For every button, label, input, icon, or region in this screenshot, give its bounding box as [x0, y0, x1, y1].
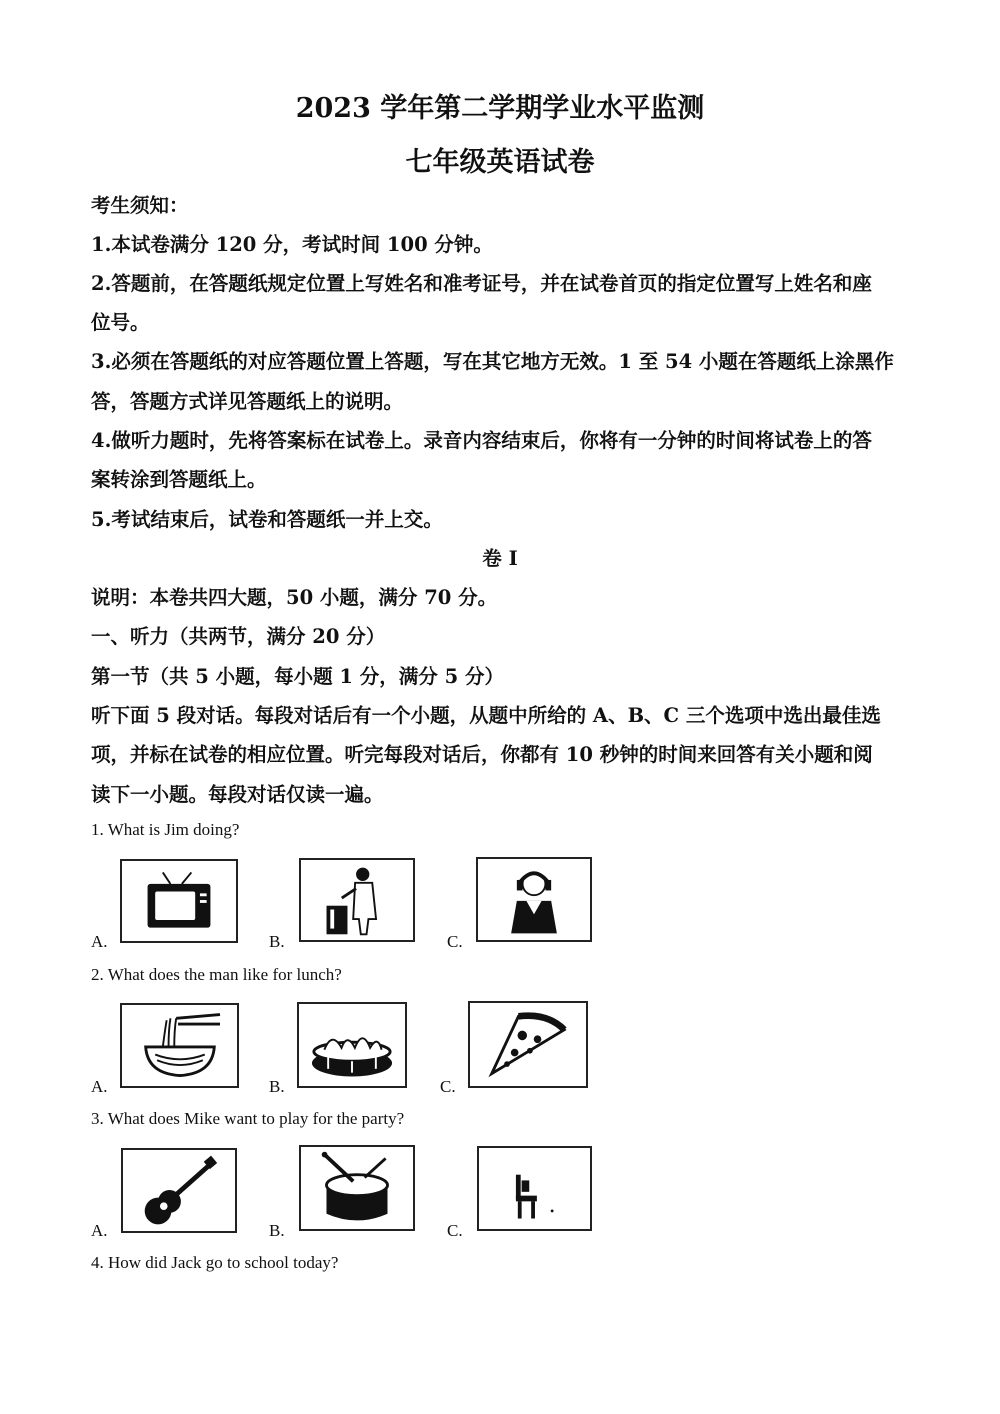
notice-line: 4.做听力题时，先将答案标在试卷上。录音内容结束后，你将有一分钟的时间将试卷上的答 [91, 429, 872, 452]
pizza-icon [468, 1001, 588, 1088]
question-1-text: 1. What is Jim doing? [91, 820, 240, 839]
option-label: C. [447, 932, 463, 951]
dumplings-icon [297, 1002, 407, 1088]
drum-icon [299, 1145, 415, 1231]
notice-line: 案转涂到答题纸上。 [91, 468, 267, 491]
exam-title: 2023 学年第二学期学业水平监测 [295, 93, 705, 124]
notice-line: 答，答题方式详见答题纸上的说明。 [91, 390, 404, 413]
option-label: C. [440, 1077, 456, 1096]
notice-line: 1.本试卷满分 120 分，考试时间 100 分钟。 [91, 233, 493, 256]
part-description: 说明：本卷共四大题，50 小题，满分 70 分。 [91, 586, 498, 609]
option-label: B. [269, 1221, 285, 1240]
instruction-line: 读下一小题。每段对话仅读一遍。 [91, 783, 384, 806]
instruction-line: 听下面 5 段对话。每段对话后有一个小题，从题中所给的 A、B、C 三个选项中选出最佳选 [91, 704, 881, 727]
option-label: A. [91, 1221, 108, 1240]
option-label: A. [91, 1077, 108, 1096]
notice-line: 3.必须在答题纸的对应答题位置上答题，写在其它地方无效。1 至 54 小题在答题纸上涂黑作 [91, 350, 894, 373]
part-label: 卷 I [482, 547, 518, 570]
question-4-text: 4. How did Jack go to school today? [91, 1253, 339, 1272]
option-label: A. [91, 932, 108, 951]
exam-subtitle: 七年级英语试卷 [405, 147, 595, 178]
headphones-person-icon [476, 857, 592, 942]
guitar-icon [121, 1148, 237, 1233]
question-2-text: 2. What does the man like for lunch? [91, 965, 342, 984]
tv-icon [120, 859, 238, 943]
subsection-title: 第一节（共 5 小题，每小题 1 分，满分 5 分） [91, 665, 504, 688]
instruction-line: 项，并标在试卷的相应位置。听完每段对话后，你都有 10 秒钟的时间来回答有关小题和阅 [91, 743, 873, 766]
option-label: B. [269, 1077, 285, 1096]
option-label: C. [447, 1221, 463, 1240]
notice-line: 5.考试结束后，试卷和答题纸一并上交。 [91, 508, 443, 531]
notice-heading: 考生须知： [91, 194, 189, 217]
chair-icon [477, 1146, 592, 1231]
question-3-text: 3. What does Mike want to play for the party? [91, 1109, 405, 1128]
section-title: 一、听力（共两节，满分 20 分） [91, 625, 386, 648]
option-label: B. [269, 932, 285, 951]
notice-line: 2.答题前，在答题纸规定位置上写姓名和准考证号，并在试卷首页的指定位置写上姓名和座 [91, 272, 872, 295]
noodles-icon [120, 1003, 239, 1088]
notice-line: 位号。 [91, 311, 150, 334]
person-trash-icon [299, 858, 415, 942]
